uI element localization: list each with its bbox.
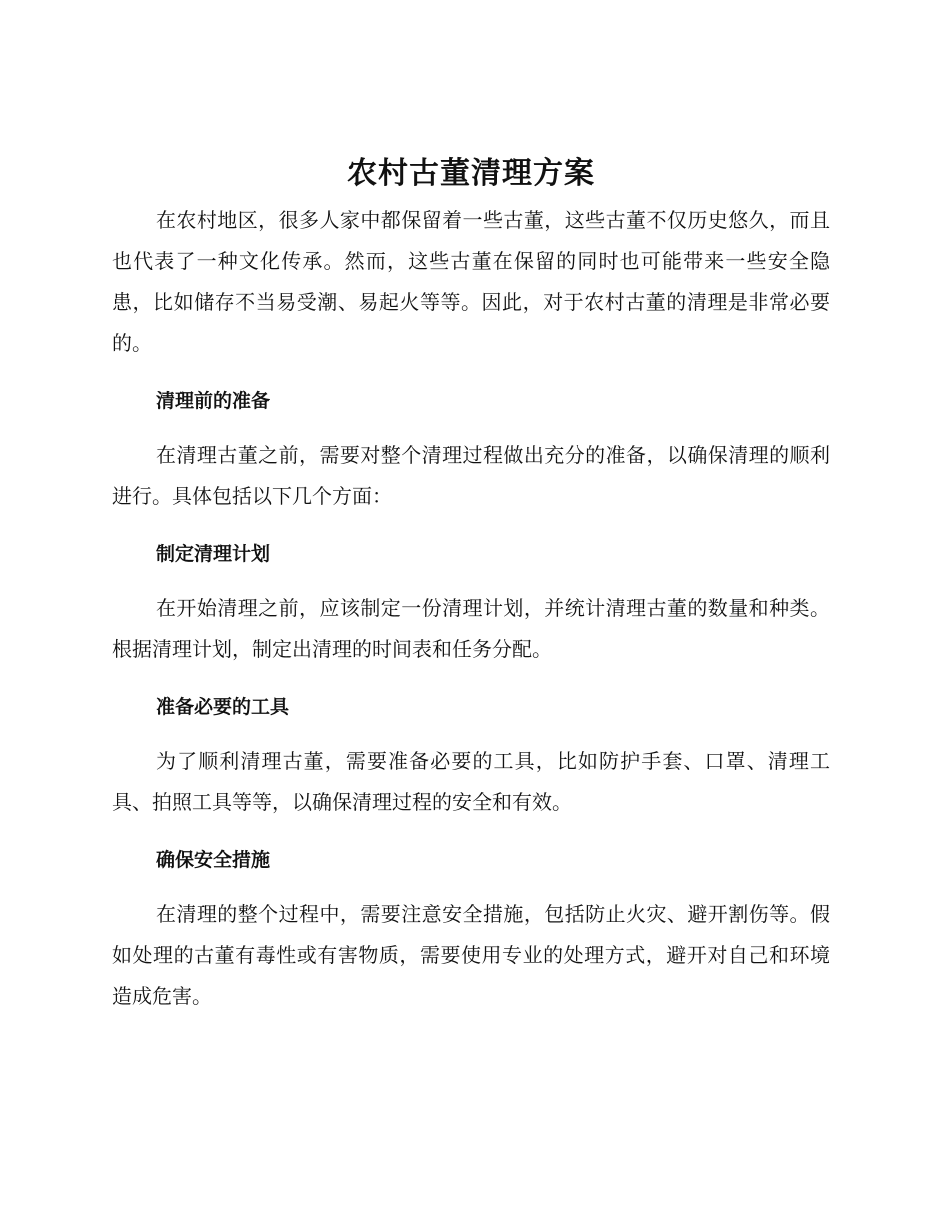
section-paragraph-preparation: 在清理古董之前，需要对整个清理过程做出充分的准备，以确保清理的顺利进行。具体包括以下几个方面： xyxy=(112,443,830,508)
intro-paragraph: 在农村地区，很多人家中都保留着一些古董，这些古董不仅历史悠久，而且也代表了一种文化传承。然而，这些古董在保留的同时也可能带来一些安全隐患，比如储存不当易受潮、易起火等等。因此，对于农村古董的清理是非常必要的。 xyxy=(112,208,830,355)
document-body xyxy=(112,148,830,1017)
section-paragraph-safety: 在清理的整个过程中，需要注意安全措施，包括防止火灾、避开割伤等。假如处理的古董有毒性或有害物质，需要使用专业的处理方式，避开对自己和环境造成危害。 xyxy=(112,902,830,1008)
section-heading-preparation: 清理前的准备 xyxy=(156,390,271,412)
section-paragraph-plan: 在开始清理之前，应该制定一份清理计划，并统计清理古董的数量和种类。根据清理计划，制定出清理的时间表和任务分配。 xyxy=(112,596,830,661)
section-heading-safety: 确保安全措施 xyxy=(156,849,271,871)
section-heading-plan: 制定清理计划 xyxy=(156,543,271,565)
section-paragraph-tools: 为了顺利清理古董，需要准备必要的工具，比如防护手套、口罩、清理工具、拍照工具等等，以确保清理过程的安全和有效。 xyxy=(112,749,830,814)
document-title: 农村古董清理方案 xyxy=(347,156,595,191)
section-heading-tools: 准备必要的工具 xyxy=(156,696,290,718)
